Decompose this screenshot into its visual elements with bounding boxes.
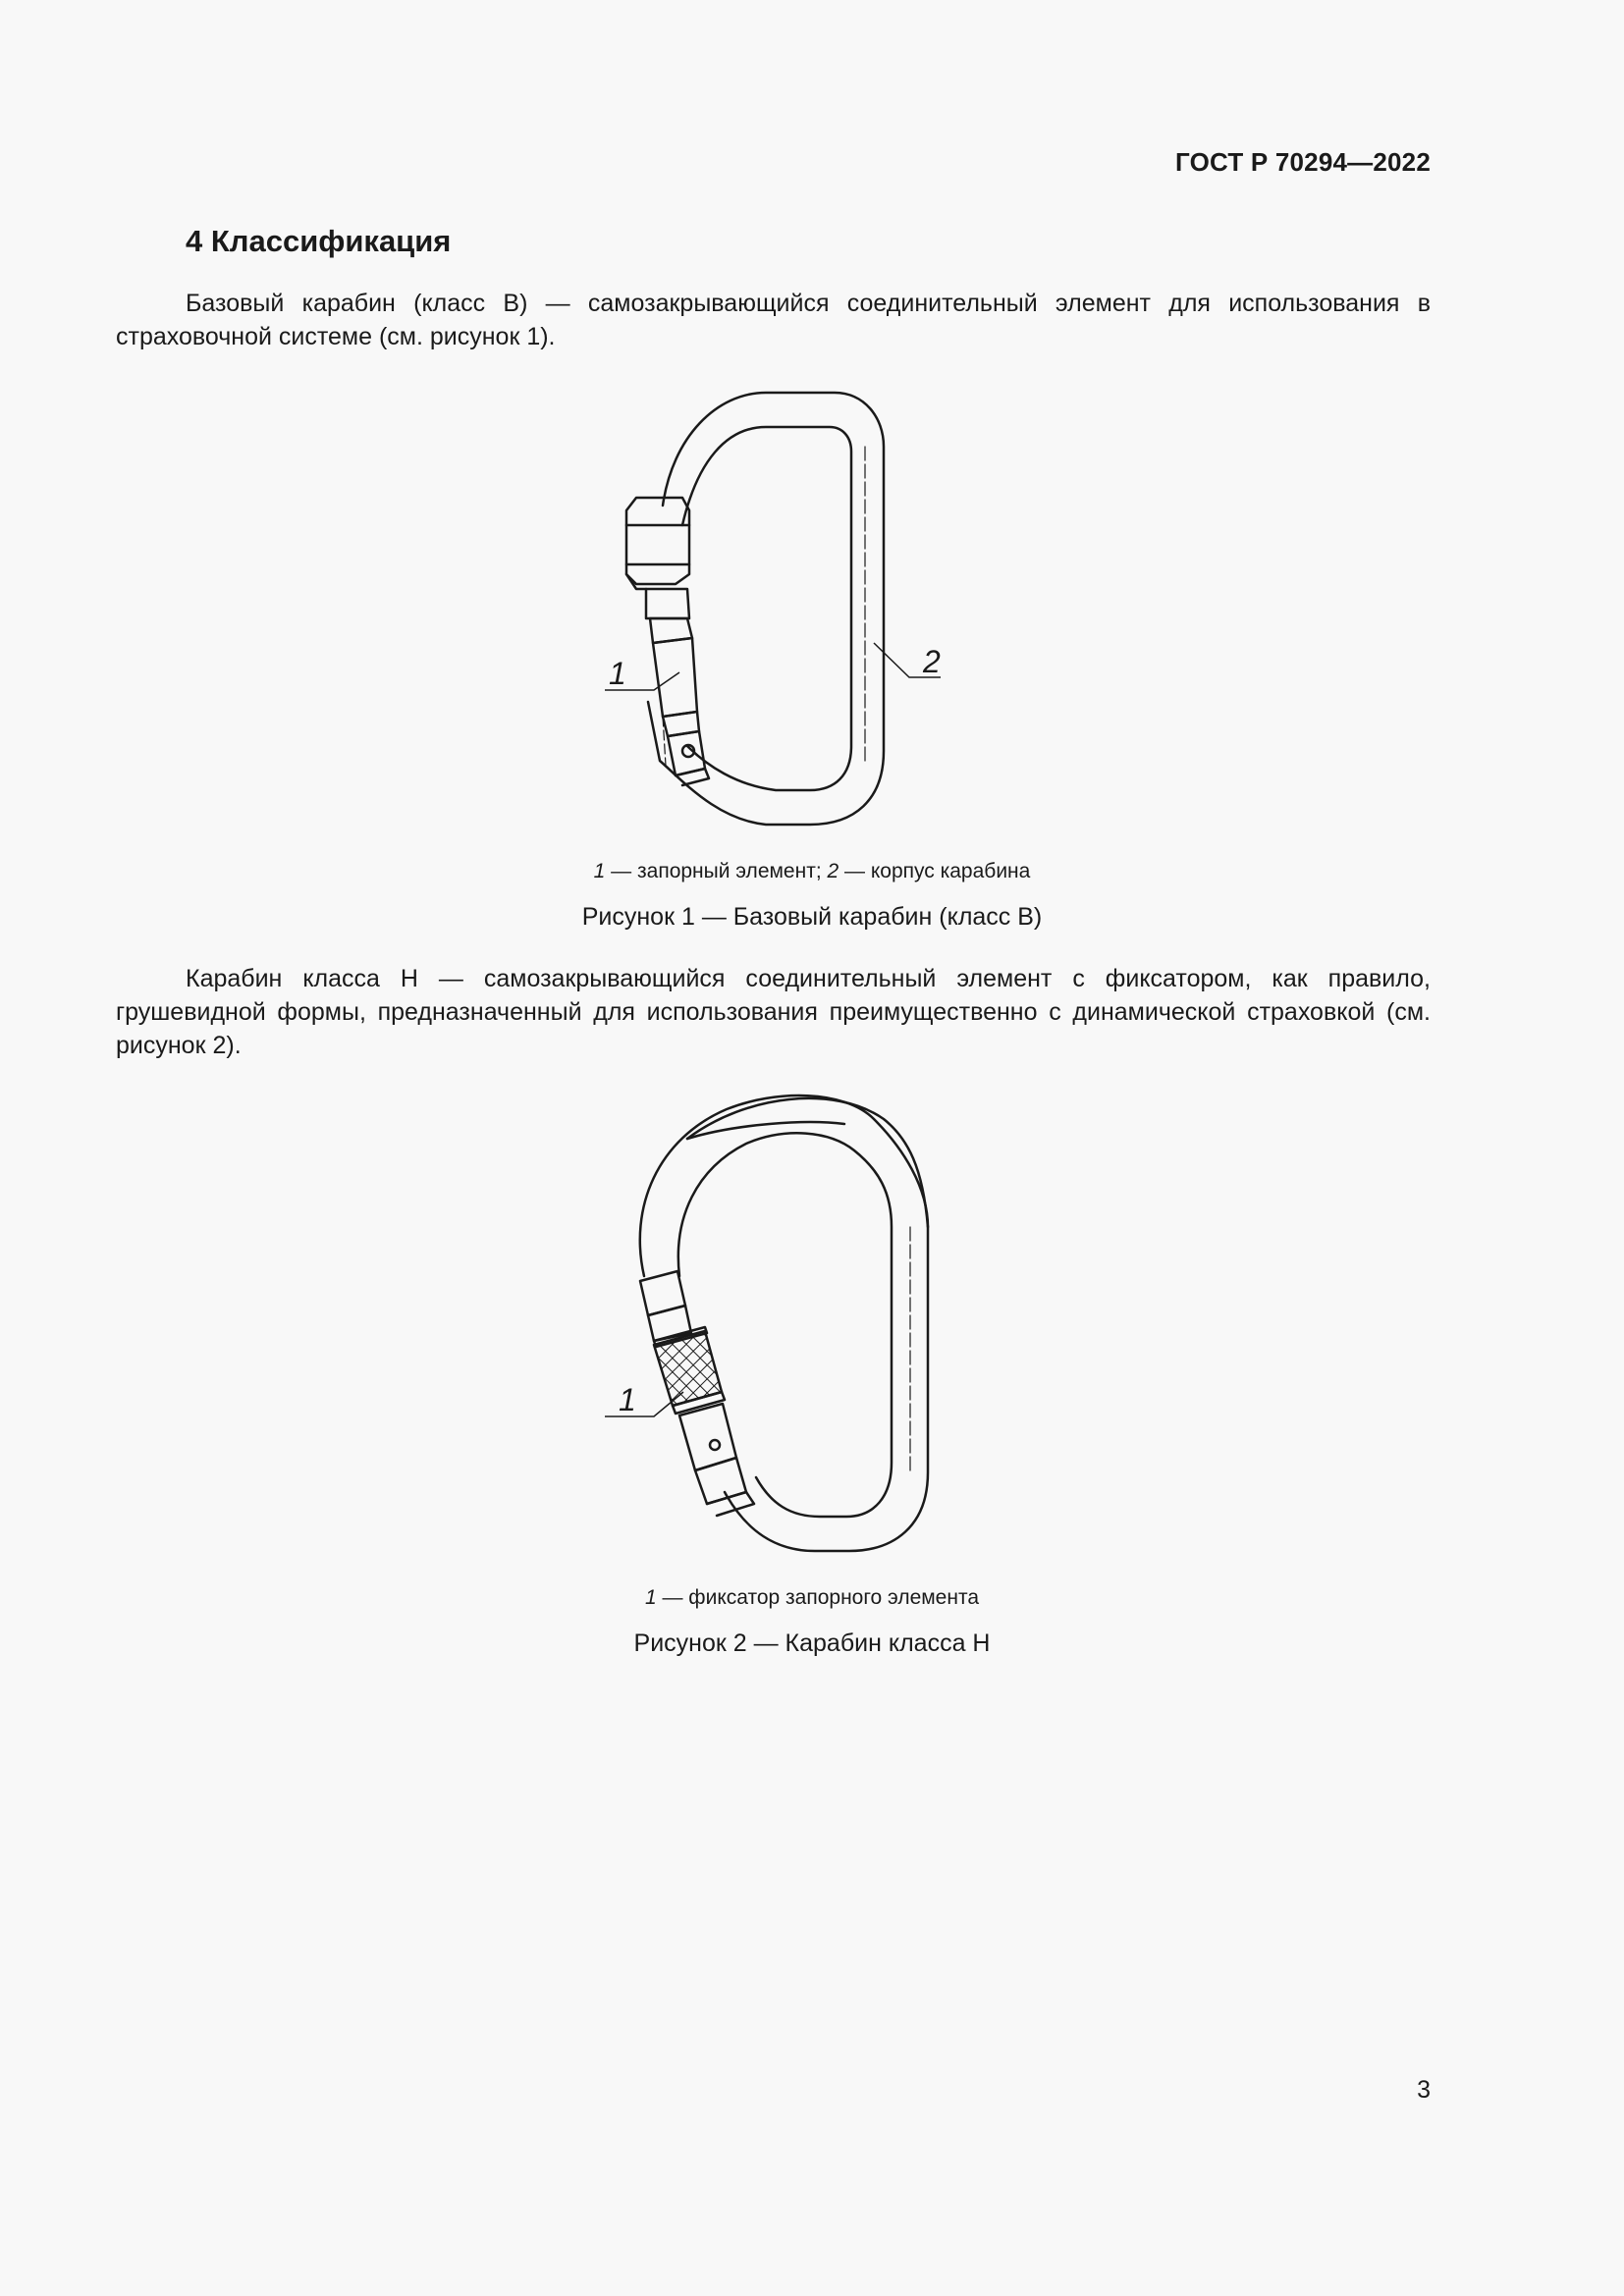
figure-1-caption: Рисунок 1 — Базовый карабин (класс В) bbox=[581, 903, 1043, 931]
paragraph-class-h-carabiner: Карабин класса Н — самозакрывающийся соединительный элемент с фиксатором, как правило, грушевидной формы, предназначенный для использования преимущественно с динамической страховкой (см. рисунок 2). bbox=[116, 965, 1431, 1059]
carabiner-body-inner bbox=[682, 427, 851, 790]
legend-number-1: 1 bbox=[593, 860, 606, 882]
legend-number-1: 1 bbox=[644, 1586, 657, 1609]
callout-1: 1 bbox=[619, 1382, 636, 1417]
figure-2-caption: Рисунок 2 — Карабин класса Н bbox=[633, 1629, 991, 1657]
carabiner-b-drawing bbox=[589, 378, 1001, 834]
figure-2-legend bbox=[0, 1586, 1624, 1610]
section-title: 4 Классификация bbox=[186, 224, 452, 258]
legend-text-1: — запорный элемент; bbox=[605, 860, 828, 882]
legend-text-2: — корпус карабина bbox=[839, 860, 1031, 882]
carabiner-h-drawing bbox=[589, 1080, 1001, 1561]
figure-1-base-carabiner bbox=[589, 378, 1001, 834]
figure-1-legend bbox=[0, 860, 1624, 883]
page-number: 3 bbox=[1417, 2076, 1431, 2104]
carabiner-body-outer bbox=[648, 393, 884, 825]
paragraph-base-carabiner: Базовый карабин (класс В) — самозакрывающийся соединительный элемент для использования в страховочной системе (см. рисунок 1). bbox=[116, 290, 1431, 350]
legend-number-2: 2 bbox=[827, 860, 839, 882]
carabiner-body-inner bbox=[678, 1133, 892, 1517]
figure-2-class-h-carabiner bbox=[589, 1080, 1001, 1561]
callout-1: 1 bbox=[609, 656, 626, 691]
document-code: ГОСТ Р 70294—2022 bbox=[1175, 147, 1431, 177]
callout-2: 2 bbox=[923, 644, 941, 679]
carabiner-body-outer bbox=[640, 1095, 928, 1551]
legend-text-1: — фиксатор запорного элемента bbox=[656, 1586, 980, 1609]
